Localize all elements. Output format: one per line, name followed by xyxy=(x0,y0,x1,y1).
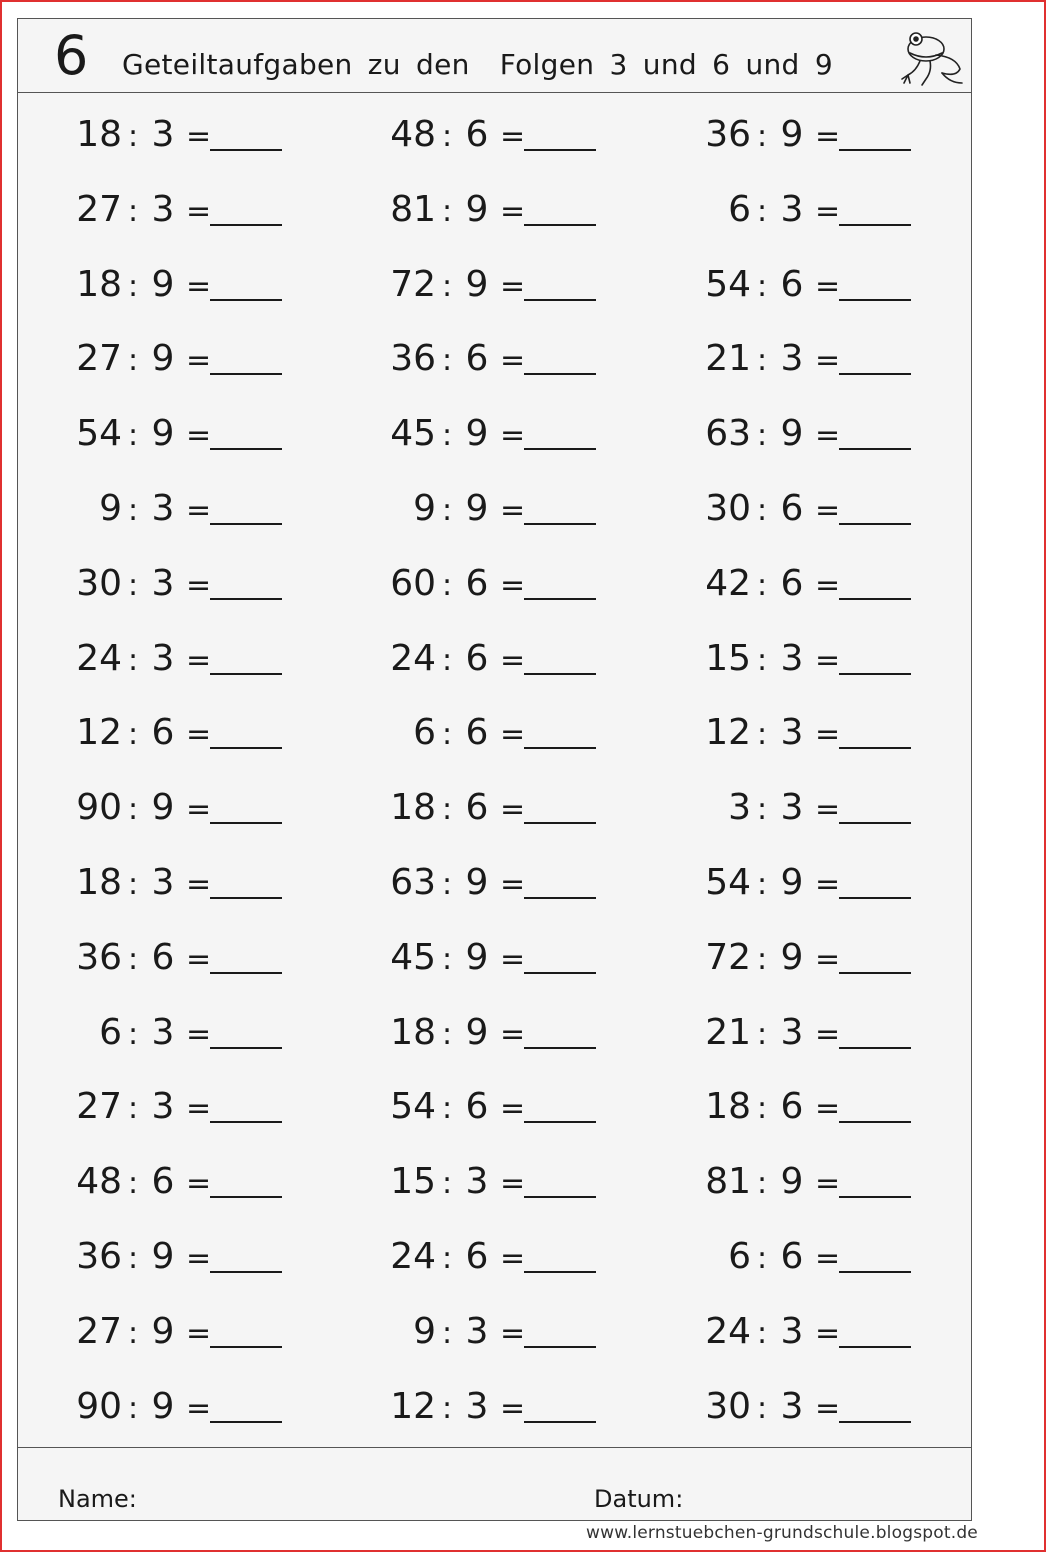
answer-blank[interactable] xyxy=(210,747,282,749)
equals-sign: = xyxy=(815,941,841,977)
dividend: 6 xyxy=(728,1236,751,1277)
dividend: 81 xyxy=(705,1161,751,1203)
task-row xyxy=(18,105,971,165)
answer-blank[interactable] xyxy=(210,1121,282,1123)
divide-sign: : xyxy=(442,418,453,454)
divisor: 9 xyxy=(151,1385,175,1427)
divisor: 3 xyxy=(151,488,175,529)
answer-blank[interactable] xyxy=(524,448,596,450)
divide-sign: : xyxy=(757,717,768,753)
divisor: 9 xyxy=(780,862,804,903)
task-row xyxy=(18,554,971,614)
divisor: 6 xyxy=(465,1086,489,1128)
equals-sign: = xyxy=(186,1241,212,1276)
task-row xyxy=(18,1377,971,1437)
divide-sign: : xyxy=(128,119,139,154)
equals-sign: = xyxy=(815,717,841,753)
dividend: 36 xyxy=(76,1236,122,1277)
divisor: 3 xyxy=(151,637,175,679)
divisor: 6 xyxy=(780,263,804,305)
answer-blank[interactable] xyxy=(210,897,282,899)
divisor: 6 xyxy=(465,637,489,679)
equals-sign: = xyxy=(815,1091,841,1127)
equals-sign: = xyxy=(186,119,212,154)
divide-sign: : xyxy=(757,792,768,828)
divide-sign: : xyxy=(128,1091,139,1127)
divisor: 3 xyxy=(151,562,175,604)
dividend: 90 xyxy=(76,1385,122,1427)
answer-blank[interactable] xyxy=(524,747,596,749)
dividend: 27 xyxy=(76,338,122,380)
equals-sign: = xyxy=(500,1166,526,1202)
answer-blank[interactable] xyxy=(524,299,596,301)
answer-blank[interactable] xyxy=(524,523,596,525)
equals-sign: = xyxy=(186,792,212,828)
equals-sign: = xyxy=(500,1091,526,1127)
divide-sign: : xyxy=(757,1315,768,1351)
answer-blank[interactable] xyxy=(524,673,596,675)
answer-blank[interactable] xyxy=(839,1421,911,1423)
task-row xyxy=(18,1152,971,1212)
answer-blank[interactable] xyxy=(839,523,911,525)
equals-sign: = xyxy=(815,493,841,528)
divisor: 3 xyxy=(151,1011,175,1053)
task-row xyxy=(18,629,971,689)
task-row xyxy=(18,255,971,315)
answer-blank[interactable] xyxy=(210,373,282,375)
divide-sign: : xyxy=(442,193,453,229)
equals-sign: = xyxy=(815,343,841,379)
task-row xyxy=(18,404,971,464)
divisor: 3 xyxy=(465,1310,489,1352)
divisor: 6 xyxy=(151,936,175,978)
divisor: 9 xyxy=(151,1310,175,1352)
equals-sign: = xyxy=(815,268,841,304)
equals-sign: = xyxy=(186,867,212,902)
answer-blank[interactable] xyxy=(839,299,911,301)
divide-sign: : xyxy=(442,642,453,678)
dividend: 15 xyxy=(705,637,751,679)
divisor: 3 xyxy=(780,338,804,380)
equals-sign: = xyxy=(186,642,212,678)
dividend: 9 xyxy=(99,488,122,529)
answer-blank[interactable] xyxy=(210,1047,282,1049)
equals-sign: = xyxy=(815,1166,841,1202)
divisor: 6 xyxy=(465,562,489,604)
equals-sign: = xyxy=(186,418,212,454)
divisor: 9 xyxy=(151,413,175,455)
task-row xyxy=(18,1227,971,1287)
dividend: 6 xyxy=(413,712,436,754)
divisor: 9 xyxy=(780,936,804,978)
dividend: 63 xyxy=(390,862,436,903)
equals-sign: = xyxy=(186,1016,212,1052)
divisor: 6 xyxy=(151,1161,175,1203)
answer-blank[interactable] xyxy=(524,1121,596,1123)
equals-sign: = xyxy=(815,567,841,603)
divide-sign: : xyxy=(442,867,453,902)
divisor: 9 xyxy=(465,263,489,305)
divisor: 3 xyxy=(780,787,804,829)
divisor: 9 xyxy=(780,114,804,155)
answer-blank[interactable] xyxy=(210,673,282,675)
worksheet xyxy=(17,18,972,1521)
divide-sign: : xyxy=(128,1166,139,1202)
equals-sign: = xyxy=(500,1241,526,1276)
divide-sign: : xyxy=(128,867,139,902)
answer-blank[interactable] xyxy=(524,224,596,226)
answer-blank[interactable] xyxy=(210,1346,282,1348)
divide-sign: : xyxy=(128,1016,139,1052)
divide-sign: : xyxy=(128,1315,139,1351)
equals-sign: = xyxy=(815,1016,841,1052)
dividend: 36 xyxy=(390,338,436,380)
divide-sign: : xyxy=(128,1390,139,1426)
divide-sign: : xyxy=(757,1166,768,1202)
equals-sign: = xyxy=(500,493,526,528)
divide-sign: : xyxy=(442,717,453,753)
task-row xyxy=(18,1302,971,1362)
dividend: 30 xyxy=(705,488,751,529)
dividend: 54 xyxy=(76,413,122,455)
divide-sign: : xyxy=(757,642,768,678)
divide-sign: : xyxy=(442,268,453,304)
answer-blank[interactable] xyxy=(210,448,282,450)
answer-blank[interactable] xyxy=(524,822,596,824)
divisor: 9 xyxy=(465,862,489,903)
dividend: 27 xyxy=(76,1310,122,1352)
equals-sign: = xyxy=(186,567,212,603)
source-url: www.lernstuebchen-grundschule.blogspot.de xyxy=(586,1523,978,1543)
answer-blank[interactable] xyxy=(524,1196,596,1198)
equals-sign: = xyxy=(500,1016,526,1052)
dividend: 54 xyxy=(705,862,751,903)
answer-blank[interactable] xyxy=(839,747,911,749)
equals-sign: = xyxy=(815,642,841,678)
dividend: 24 xyxy=(390,1236,436,1277)
divide-sign: : xyxy=(757,268,768,304)
divide-sign: : xyxy=(757,1390,768,1426)
equals-sign: = xyxy=(500,717,526,753)
dividend: 72 xyxy=(390,263,436,305)
dividend: 30 xyxy=(705,1385,751,1427)
dividend: 90 xyxy=(76,787,122,829)
answer-blank[interactable] xyxy=(839,897,911,899)
answer-blank[interactable] xyxy=(524,598,596,600)
answer-blank[interactable] xyxy=(210,523,282,525)
equals-sign: = xyxy=(186,493,212,528)
dividend: 27 xyxy=(76,188,122,230)
equals-sign: = xyxy=(186,1390,212,1426)
equals-sign: = xyxy=(815,867,841,902)
dividend: 27 xyxy=(76,1086,122,1128)
divide-sign: : xyxy=(442,941,453,977)
dividend: 18 xyxy=(705,1086,751,1128)
divisor: 3 xyxy=(151,114,175,155)
task-row xyxy=(18,778,971,838)
divide-sign: : xyxy=(442,792,453,828)
answer-blank[interactable] xyxy=(210,1196,282,1198)
equals-sign: = xyxy=(500,343,526,379)
divisor: 9 xyxy=(465,488,489,529)
divisor: 9 xyxy=(151,263,175,305)
dividend: 6 xyxy=(99,1011,122,1053)
divisor: 3 xyxy=(780,1011,804,1053)
divisor: 6 xyxy=(780,562,804,604)
dividend: 45 xyxy=(390,936,436,978)
equals-sign: = xyxy=(186,941,212,977)
divisor: 3 xyxy=(780,188,804,230)
divisor: 9 xyxy=(465,936,489,978)
divisor: 6 xyxy=(465,712,489,754)
dividend: 42 xyxy=(705,562,751,604)
divisor: 9 xyxy=(780,1161,804,1203)
answer-blank[interactable] xyxy=(839,149,911,151)
answer-blank[interactable] xyxy=(839,598,911,600)
dividend: 18 xyxy=(76,862,122,903)
answer-blank[interactable] xyxy=(210,1271,282,1273)
dividend: 3 xyxy=(728,787,751,829)
answer-blank[interactable] xyxy=(839,1196,911,1198)
frog-icon xyxy=(896,27,966,89)
task-row xyxy=(18,928,971,988)
divisor: 3 xyxy=(151,862,175,903)
sheet-number: 6 xyxy=(54,24,89,87)
answer-blank[interactable] xyxy=(839,1047,911,1049)
answer-blank[interactable] xyxy=(839,1271,911,1273)
answer-blank[interactable] xyxy=(210,1421,282,1423)
divide-sign: : xyxy=(128,493,139,528)
divisor: 3 xyxy=(465,1385,489,1427)
divide-sign: : xyxy=(757,343,768,379)
task-row xyxy=(18,1003,971,1063)
dividend: 48 xyxy=(76,1161,122,1203)
equals-sign: = xyxy=(186,1166,212,1202)
answer-blank[interactable] xyxy=(839,224,911,226)
dividend: 48 xyxy=(390,114,436,155)
dividend: 81 xyxy=(390,188,436,230)
answer-blank[interactable] xyxy=(839,673,911,675)
divide-sign: : xyxy=(442,1241,453,1276)
dividend: 12 xyxy=(705,712,751,754)
dividend: 24 xyxy=(705,1310,751,1352)
divisor: 9 xyxy=(465,188,489,230)
answer-blank[interactable] xyxy=(524,149,596,151)
equals-sign: = xyxy=(186,193,212,229)
answer-blank[interactable] xyxy=(210,822,282,824)
divide-sign: : xyxy=(442,343,453,379)
dividend: 54 xyxy=(705,263,751,305)
dividend: 54 xyxy=(390,1086,436,1128)
divisor: 3 xyxy=(465,1161,489,1203)
divide-sign: : xyxy=(442,119,453,154)
equals-sign: = xyxy=(815,418,841,454)
equals-sign: = xyxy=(815,1390,841,1426)
divide-sign: : xyxy=(128,567,139,603)
dividend: 6 xyxy=(728,188,751,230)
equals-sign: = xyxy=(500,1315,526,1351)
dividend: 72 xyxy=(705,936,751,978)
answer-blank[interactable] xyxy=(524,373,596,375)
divide-sign: : xyxy=(757,193,768,229)
equals-sign: = xyxy=(500,119,526,154)
equals-sign: = xyxy=(500,1390,526,1426)
divide-sign: : xyxy=(128,268,139,304)
divisor: 6 xyxy=(465,114,489,155)
dividend: 18 xyxy=(76,114,122,155)
title-text: Geteiltaufgaben zu den xyxy=(122,48,470,81)
divisor: 6 xyxy=(780,1086,804,1128)
dividend: 18 xyxy=(76,263,122,305)
divide-sign: : xyxy=(442,1016,453,1052)
task-row xyxy=(18,703,971,763)
dividend: 18 xyxy=(390,787,436,829)
divisor: 6 xyxy=(465,787,489,829)
dividend: 21 xyxy=(705,338,751,380)
dividend: 24 xyxy=(76,637,122,679)
dividend: 12 xyxy=(76,712,122,754)
equals-sign: = xyxy=(815,193,841,229)
answer-blank[interactable] xyxy=(524,1047,596,1049)
divisor: 9 xyxy=(151,1236,175,1277)
divide-sign: : xyxy=(757,867,768,902)
answer-blank[interactable] xyxy=(524,972,596,974)
equals-sign: = xyxy=(500,792,526,828)
divide-sign: : xyxy=(442,1315,453,1351)
task-row xyxy=(18,479,971,539)
divisor: 6 xyxy=(465,338,489,380)
equals-sign: = xyxy=(500,418,526,454)
divide-sign: : xyxy=(442,1091,453,1127)
equals-sign: = xyxy=(815,1241,841,1276)
divisor: 6 xyxy=(465,1236,489,1277)
divide-sign: : xyxy=(757,567,768,603)
equals-sign: = xyxy=(500,268,526,304)
sheet-title xyxy=(122,47,833,83)
equals-sign: = xyxy=(186,1315,212,1351)
divisor: 3 xyxy=(780,712,804,754)
answer-blank[interactable] xyxy=(839,448,911,450)
dividend: 9 xyxy=(413,1310,436,1352)
divide-sign: : xyxy=(757,418,768,454)
divide-sign: : xyxy=(128,1241,139,1276)
task-row xyxy=(18,853,971,913)
name-label: Name: xyxy=(58,1485,137,1513)
dividend: 15 xyxy=(390,1161,436,1203)
dividend: 60 xyxy=(390,562,436,604)
equals-sign: = xyxy=(186,268,212,304)
equals-sign: = xyxy=(815,792,841,828)
answer-blank[interactable] xyxy=(839,822,911,824)
divisor: 6 xyxy=(780,1236,804,1277)
divisor: 9 xyxy=(780,413,804,455)
divide-sign: : xyxy=(128,792,139,828)
divide-sign: : xyxy=(128,941,139,977)
divisor: 9 xyxy=(151,338,175,380)
worksheet-footer xyxy=(18,1447,971,1522)
equals-sign: = xyxy=(500,567,526,603)
answer-blank[interactable] xyxy=(839,972,911,974)
dividend: 9 xyxy=(413,488,436,529)
equals-sign: = xyxy=(500,193,526,229)
task-row xyxy=(18,180,971,240)
answer-blank[interactable] xyxy=(524,1346,596,1348)
divide-sign: : xyxy=(128,418,139,454)
divisor: 6 xyxy=(780,488,804,529)
dividend: 36 xyxy=(76,936,122,978)
divide-sign: : xyxy=(442,493,453,528)
divide-sign: : xyxy=(757,1241,768,1276)
equals-sign: = xyxy=(186,717,212,753)
dividend: 63 xyxy=(705,413,751,455)
task-row xyxy=(18,329,971,389)
divide-sign: : xyxy=(442,1166,453,1202)
answer-blank[interactable] xyxy=(524,1271,596,1273)
subtitle-text: Folgen 3 und 6 und 9 xyxy=(499,48,833,81)
worksheet-header xyxy=(18,19,971,93)
dividend: 21 xyxy=(705,1011,751,1053)
equals-sign: = xyxy=(500,941,526,977)
divisor: 3 xyxy=(780,1385,804,1427)
divide-sign: : xyxy=(757,493,768,528)
equals-sign: = xyxy=(500,642,526,678)
equals-sign: = xyxy=(500,867,526,902)
answer-blank[interactable] xyxy=(524,897,596,899)
divisor: 6 xyxy=(151,712,175,754)
divide-sign: : xyxy=(757,1091,768,1127)
dividend: 45 xyxy=(390,413,436,455)
dividend: 18 xyxy=(390,1011,436,1053)
dividend: 36 xyxy=(705,114,751,155)
divide-sign: : xyxy=(757,941,768,977)
answer-blank[interactable] xyxy=(210,972,282,974)
dividend: 24 xyxy=(390,637,436,679)
answer-blank[interactable] xyxy=(839,1346,911,1348)
equals-sign: = xyxy=(815,1315,841,1351)
equals-sign: = xyxy=(815,119,841,154)
divisor: 3 xyxy=(151,188,175,230)
dividend: 30 xyxy=(76,562,122,604)
divisor: 9 xyxy=(465,413,489,455)
divide-sign: : xyxy=(128,193,139,229)
divisor: 3 xyxy=(780,637,804,679)
divide-sign: : xyxy=(442,1390,453,1426)
answer-blank[interactable] xyxy=(210,224,282,226)
divide-sign: : xyxy=(128,717,139,753)
divide-sign: : xyxy=(128,642,139,678)
answer-blank[interactable] xyxy=(524,1421,596,1423)
answer-blank[interactable] xyxy=(210,149,282,151)
divide-sign: : xyxy=(757,119,768,154)
answer-blank[interactable] xyxy=(210,299,282,301)
divide-sign: : xyxy=(442,567,453,603)
answer-blank[interactable] xyxy=(839,1121,911,1123)
divisor: 3 xyxy=(780,1310,804,1352)
answer-blank[interactable] xyxy=(210,598,282,600)
date-label: Datum: xyxy=(594,1485,684,1513)
equals-sign: = xyxy=(186,343,212,379)
dividend: 12 xyxy=(390,1385,436,1427)
answer-blank[interactable] xyxy=(839,373,911,375)
divide-sign: : xyxy=(128,343,139,379)
divide-sign: : xyxy=(757,1016,768,1052)
divisor: 9 xyxy=(151,787,175,829)
equals-sign: = xyxy=(186,1091,212,1127)
divisor: 3 xyxy=(151,1086,175,1128)
divisor: 9 xyxy=(465,1011,489,1053)
task-row xyxy=(18,1077,971,1137)
